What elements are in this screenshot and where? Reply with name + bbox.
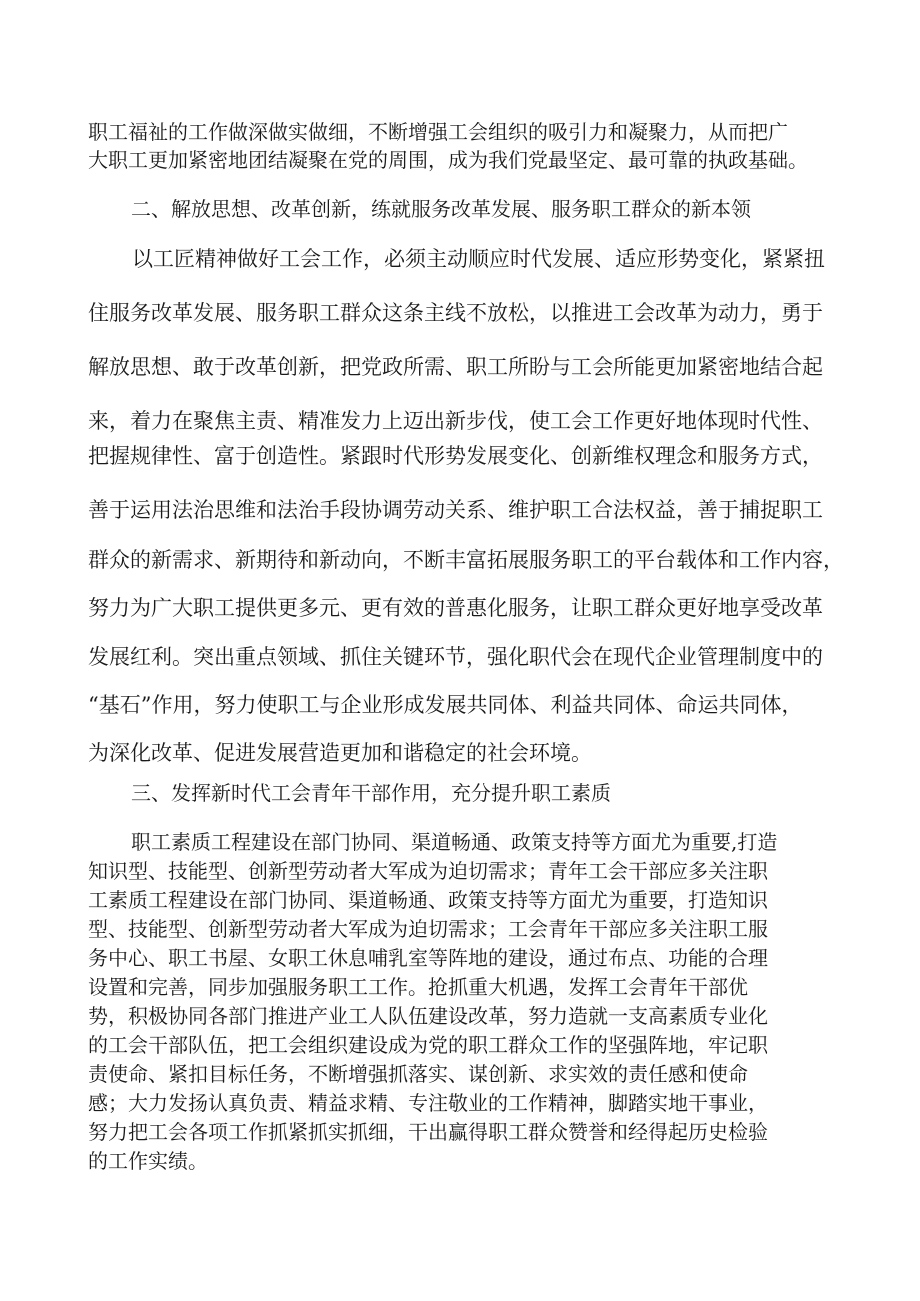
text-line: 来，着力在聚焦主责、精准发力上迈出新步伐，使工会工作更好地体现时代性、 [88, 409, 823, 433]
text-line: 工素质工程建设在部门协同、渠道畅通、政策支持等方面尤为重要，打造知识 [88, 888, 768, 912]
text-line: 的工作实绩。 [88, 1149, 208, 1173]
text-line: 群众的新需求、新期待和新动向，不断丰富拓展服务职工的平台载体和工作内容， [88, 548, 844, 572]
text-line: 设置和完善，同步加强服务职工工作。抢抓重大机遇，发挥工会青年干部优 [88, 975, 748, 999]
section-heading-2: 二、解放思想、改革创新，练就服务改革发展、服务职工群众的新本领 [131, 197, 751, 221]
text-line: 努力把工会各项工作抓紧抓实抓细，干出赢得职工群众赞誉和经得起历史检验 [88, 1120, 768, 1144]
text-line: 务中心、职工书屋、女职工休息哺乳室等阵地的建设，通过布点、功能的合理 [88, 946, 768, 970]
text-line: 以工匠精神做好工会工作，必须主动顺应时代发展、适应形势变化，紧紧扭 [132, 247, 825, 271]
text-line: 势，积极协同各部门推进产业工人队伍建设改革，努力造就一支高素质专业化 [88, 1004, 768, 1028]
text-line: 职工福祉的工作做深做实做细，不断增强工会组织的吸引力和凝聚力，从而把广 [88, 120, 788, 144]
text-line: 责使命、紧扣目标任务，不断增强抓落实、谋创新、求实效的责任感和使命 [88, 1062, 748, 1086]
text-line: 大职工更加紧密地团结凝聚在党的周围，成为我们党最坚定、最可靠的执政基础。 [88, 148, 808, 172]
text-line: “基石”作用，努力使职工与企业形成发展共同体、利益共同体、命运共同体， [88, 693, 803, 717]
text-line: 职工素质工程建设在部门协同、渠道畅通、政策支持等方面尤为重要,打造 [131, 830, 778, 854]
text-line: 善于运用法治思维和法治手段协调劳动关系、维护职工合法权益，善于捕捉职工 [88, 498, 823, 522]
text-line: 的工会干部队伍，把工会组织建设成为党的职工群众工作的坚强阵地，牢记职 [88, 1033, 768, 1057]
text-line: 解放思想、敢于改革创新，把党政所需、职工所盼与工会所能更加紧密地结合起 [88, 355, 823, 379]
section-heading-3: 三、发挥新时代工会青年干部作用，充分提升职工素质 [131, 781, 611, 805]
text-line: 住服务改革发展、服务职工群众这条主线不放松，以推进工会改革为动力，勇于 [88, 301, 823, 325]
text-line: 努力为广大职工提供更多元、更有效的普惠化服务，让职工群众更好地享受改革 [88, 596, 823, 620]
text-line: 发展红利。突出重点领域、抓住关键环节，强化职代会在现代企业管理制度中的 [88, 645, 823, 669]
text-line: 把握规律性、富于创造性。紧跟时代形势发展变化、创新维权理念和服务方式， [88, 444, 823, 468]
text-line: 知识型、技能型、创新型劳动者大军成为迫切需求；青年工会干部应多关注职 [88, 859, 768, 883]
text-line: 型、技能型、创新型劳动者大军成为迫切需求；工会青年干部应多关注职工服 [88, 917, 768, 941]
text-line: 感；大力发扬认真负责、精益求精、专注敬业的工作精神，脚踏实地干事业， [88, 1091, 768, 1115]
text-line: 为深化改革、促进发展营造更加和谐稳定的社会环境。 [88, 741, 592, 765]
